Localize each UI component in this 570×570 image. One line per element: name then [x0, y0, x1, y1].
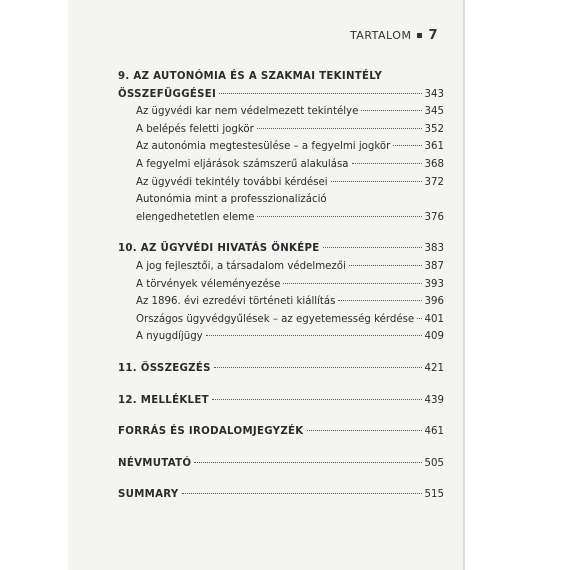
- square-bullet-icon: [417, 33, 422, 38]
- dot-leader: [331, 181, 422, 182]
- dot-leader: [338, 300, 421, 301]
- dot-leader: [323, 247, 422, 248]
- dot-leader: [194, 462, 421, 463]
- toc-entry-line2: elengedhetetlen eleme 376: [136, 211, 444, 223]
- page-edge: [463, 0, 465, 570]
- dot-leader: [349, 265, 422, 266]
- running-header: [350, 28, 438, 43]
- toc-entry: Az ügyvédi kar nem védelmezett tekintélye 345: [136, 106, 444, 118]
- toc-entry: A fegyelmi eljárások számszerű alakulása 368: [136, 158, 444, 170]
- dot-leader: [212, 399, 422, 400]
- table-of-contents: [118, 68, 444, 504]
- toc-entry: A belépés feletti jogkör 352: [136, 123, 444, 135]
- dot-leader: [393, 145, 421, 146]
- dot-leader: [257, 128, 422, 129]
- toc-chapter-12: 12. MELLÉKLET 439: [118, 394, 444, 406]
- toc-summary: SUMMARY 515: [118, 489, 444, 501]
- toc-entry-line1: Autonómia mint a professzionalizáció: [136, 194, 327, 206]
- running-title: TARTALOM: [349, 29, 412, 42]
- dot-leader: [206, 335, 422, 336]
- dot-leader: [417, 318, 421, 319]
- dot-leader: [283, 283, 421, 284]
- dot-leader: [219, 93, 421, 94]
- toc-entry: Az ügyvédi tekintély további kérdései 372: [136, 176, 444, 188]
- toc-entry: A jog fejlesztői, a társadalom védelmezői 387: [136, 260, 444, 272]
- dot-leader: [257, 216, 421, 217]
- dot-leader: [307, 430, 422, 431]
- dot-leader: [182, 493, 422, 494]
- page-number: 7: [428, 28, 438, 43]
- toc-name-index: NÉVMUTATÓ 505: [118, 457, 444, 469]
- toc-entry: A nyugdíjügy 409: [136, 331, 444, 343]
- toc-chapter-10: 10. AZ ÜGYVÉDI HIVATÁS ÖNKÉPE 383: [118, 243, 444, 255]
- dot-leader: [352, 163, 422, 164]
- dot-leader: [214, 367, 422, 368]
- toc-chapter-11: 11. ÖSSZEGZÉS 421: [118, 362, 444, 374]
- toc-entry: Országos ügyvédgyűlések – az egyetemesség kérdése 401: [136, 313, 444, 325]
- toc-entry: Az autonómia megtestesülése – a fegyelmi jogkör 361: [136, 141, 444, 153]
- toc-entry: A törvények véleményezése 393: [136, 278, 444, 290]
- dot-leader: [361, 110, 421, 111]
- toc-chapter-9-line1: 9. AZ AUTONÓMIA ÉS A SZAKMAI TEKINTÉLY: [118, 71, 383, 82]
- toc-entry: Az 1896. évi ezredévi történeti kiállítás 396: [136, 296, 444, 308]
- toc-sources: FORRÁS ÉS IRODALOMJEGYZÉK 461: [118, 426, 444, 438]
- toc-chapter-9-line2: ÖSSZEFÜGGÉSEI 343: [118, 88, 444, 100]
